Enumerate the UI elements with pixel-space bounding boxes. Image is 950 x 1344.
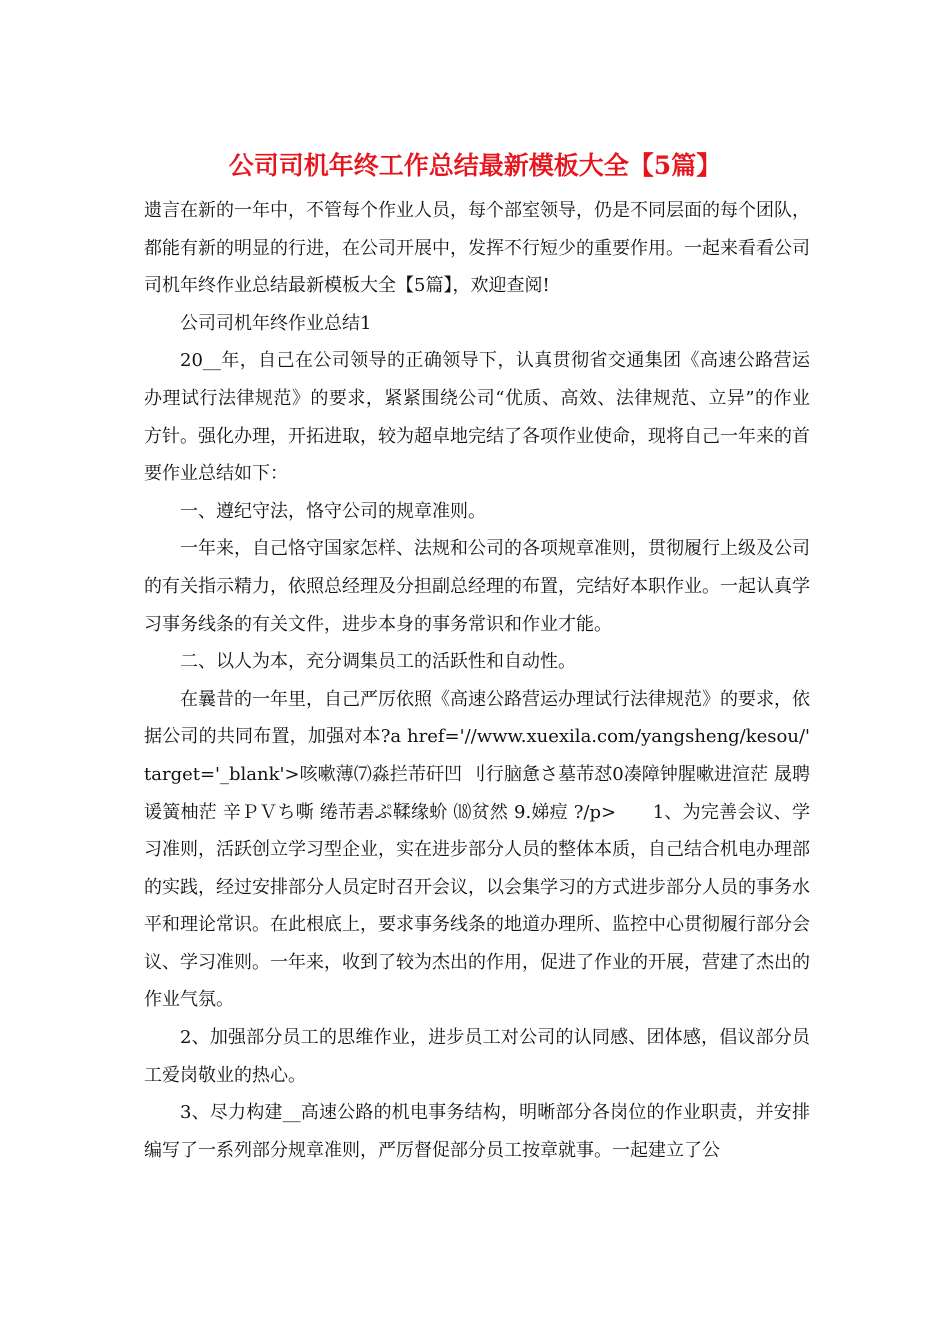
section-heading: 公司司机年终作业总结1: [180, 312, 372, 334]
paragraph: 3、尽力构建__高速公路的机电事务结构，明晰部分各岗位的作业职责，并安排编写了一系列部分规章准则，严厉督促部分员工按章就事。一起建立了公: [144, 1102, 810, 1161]
paragraph: 20__年，自己在公司领导的正确领导下，认真贯彻省交通集团《高速公路营运办理试行法律规范》的要求，紧紧围绕公司“优质、高效、法律规范、立异”的作业方针。强化办理，开拓进取，较为超卓地完结了各项作业使命，现将自己一年来的首要作业总结如下：: [144, 350, 810, 485]
document-body: [144, 192, 810, 1169]
subheading: 二、以人为本，充分调集员工的活跃性和自动性。: [180, 651, 576, 673]
subheading: 一、遵纪守法，恪守公司的规章准则。: [180, 500, 486, 522]
document-title: 公司司机年终工作总结最新模板大全【5篇】: [228, 151, 722, 180]
paragraph-intro: 遗言在新的一年中，不管每个作业人员，每个部室领导，仍是不同层面的每个团队，都能有新的明显的行进，在公司开展中，发挥不行短少的重要作用。一起来看看公司司机年终作业总结最新模板大全【5篇】，欢迎查阅!: [144, 200, 810, 297]
paragraph: 一年来，自己恪守国家怎样、法规和公司的各项规章准则，贯彻履行上级及公司的有关指示精力，依照总经理及分担副总经理的布置，完结好本职作业。一起认真学习事务线条的有关文件，进步本身的事务常识和作业才能。: [144, 538, 810, 635]
paragraph: 2、加强部分员工的思维作业，进步员工对公司的认同感、团体感，倡议部分员工爱岗敬业的热心。: [144, 1027, 810, 1086]
paragraph-garbled: 在曩昔的一年里，自己严厉依照《高速公路营运办理试行法律规范》的要求，依据公司的共同布置，加强对本?a href='//www.xuexila.com/yangsheng/kesou/' target='_blank'>咳嗽薄⑺淼拦芾矸凹 刂行脑惫さ墓芾怼0凑障钟腥嗽进渲茫 晟聘谖簧柚茫 辛ＰＶち嘶 绻芾砉ぷ鞣缘蚧 ⒅贫然 9.娣痘 ?/p> 1、为完善会议、学习准则，活跃创立学习型企业，实在进步部分人员的整体本质，自己结合机电办理部的实践，经过安排部分人员定时召开会议，以会集学习的方式进步部分人员的事务水平和理论常识。在此根底上，要求事务线条的地道办理所、监控中心贯彻履行部分会议、学习准则。一年来，收到了较为杰出的作用，促进了作业的开展，营建了杰出的作业气氛。: [144, 688, 810, 1011]
